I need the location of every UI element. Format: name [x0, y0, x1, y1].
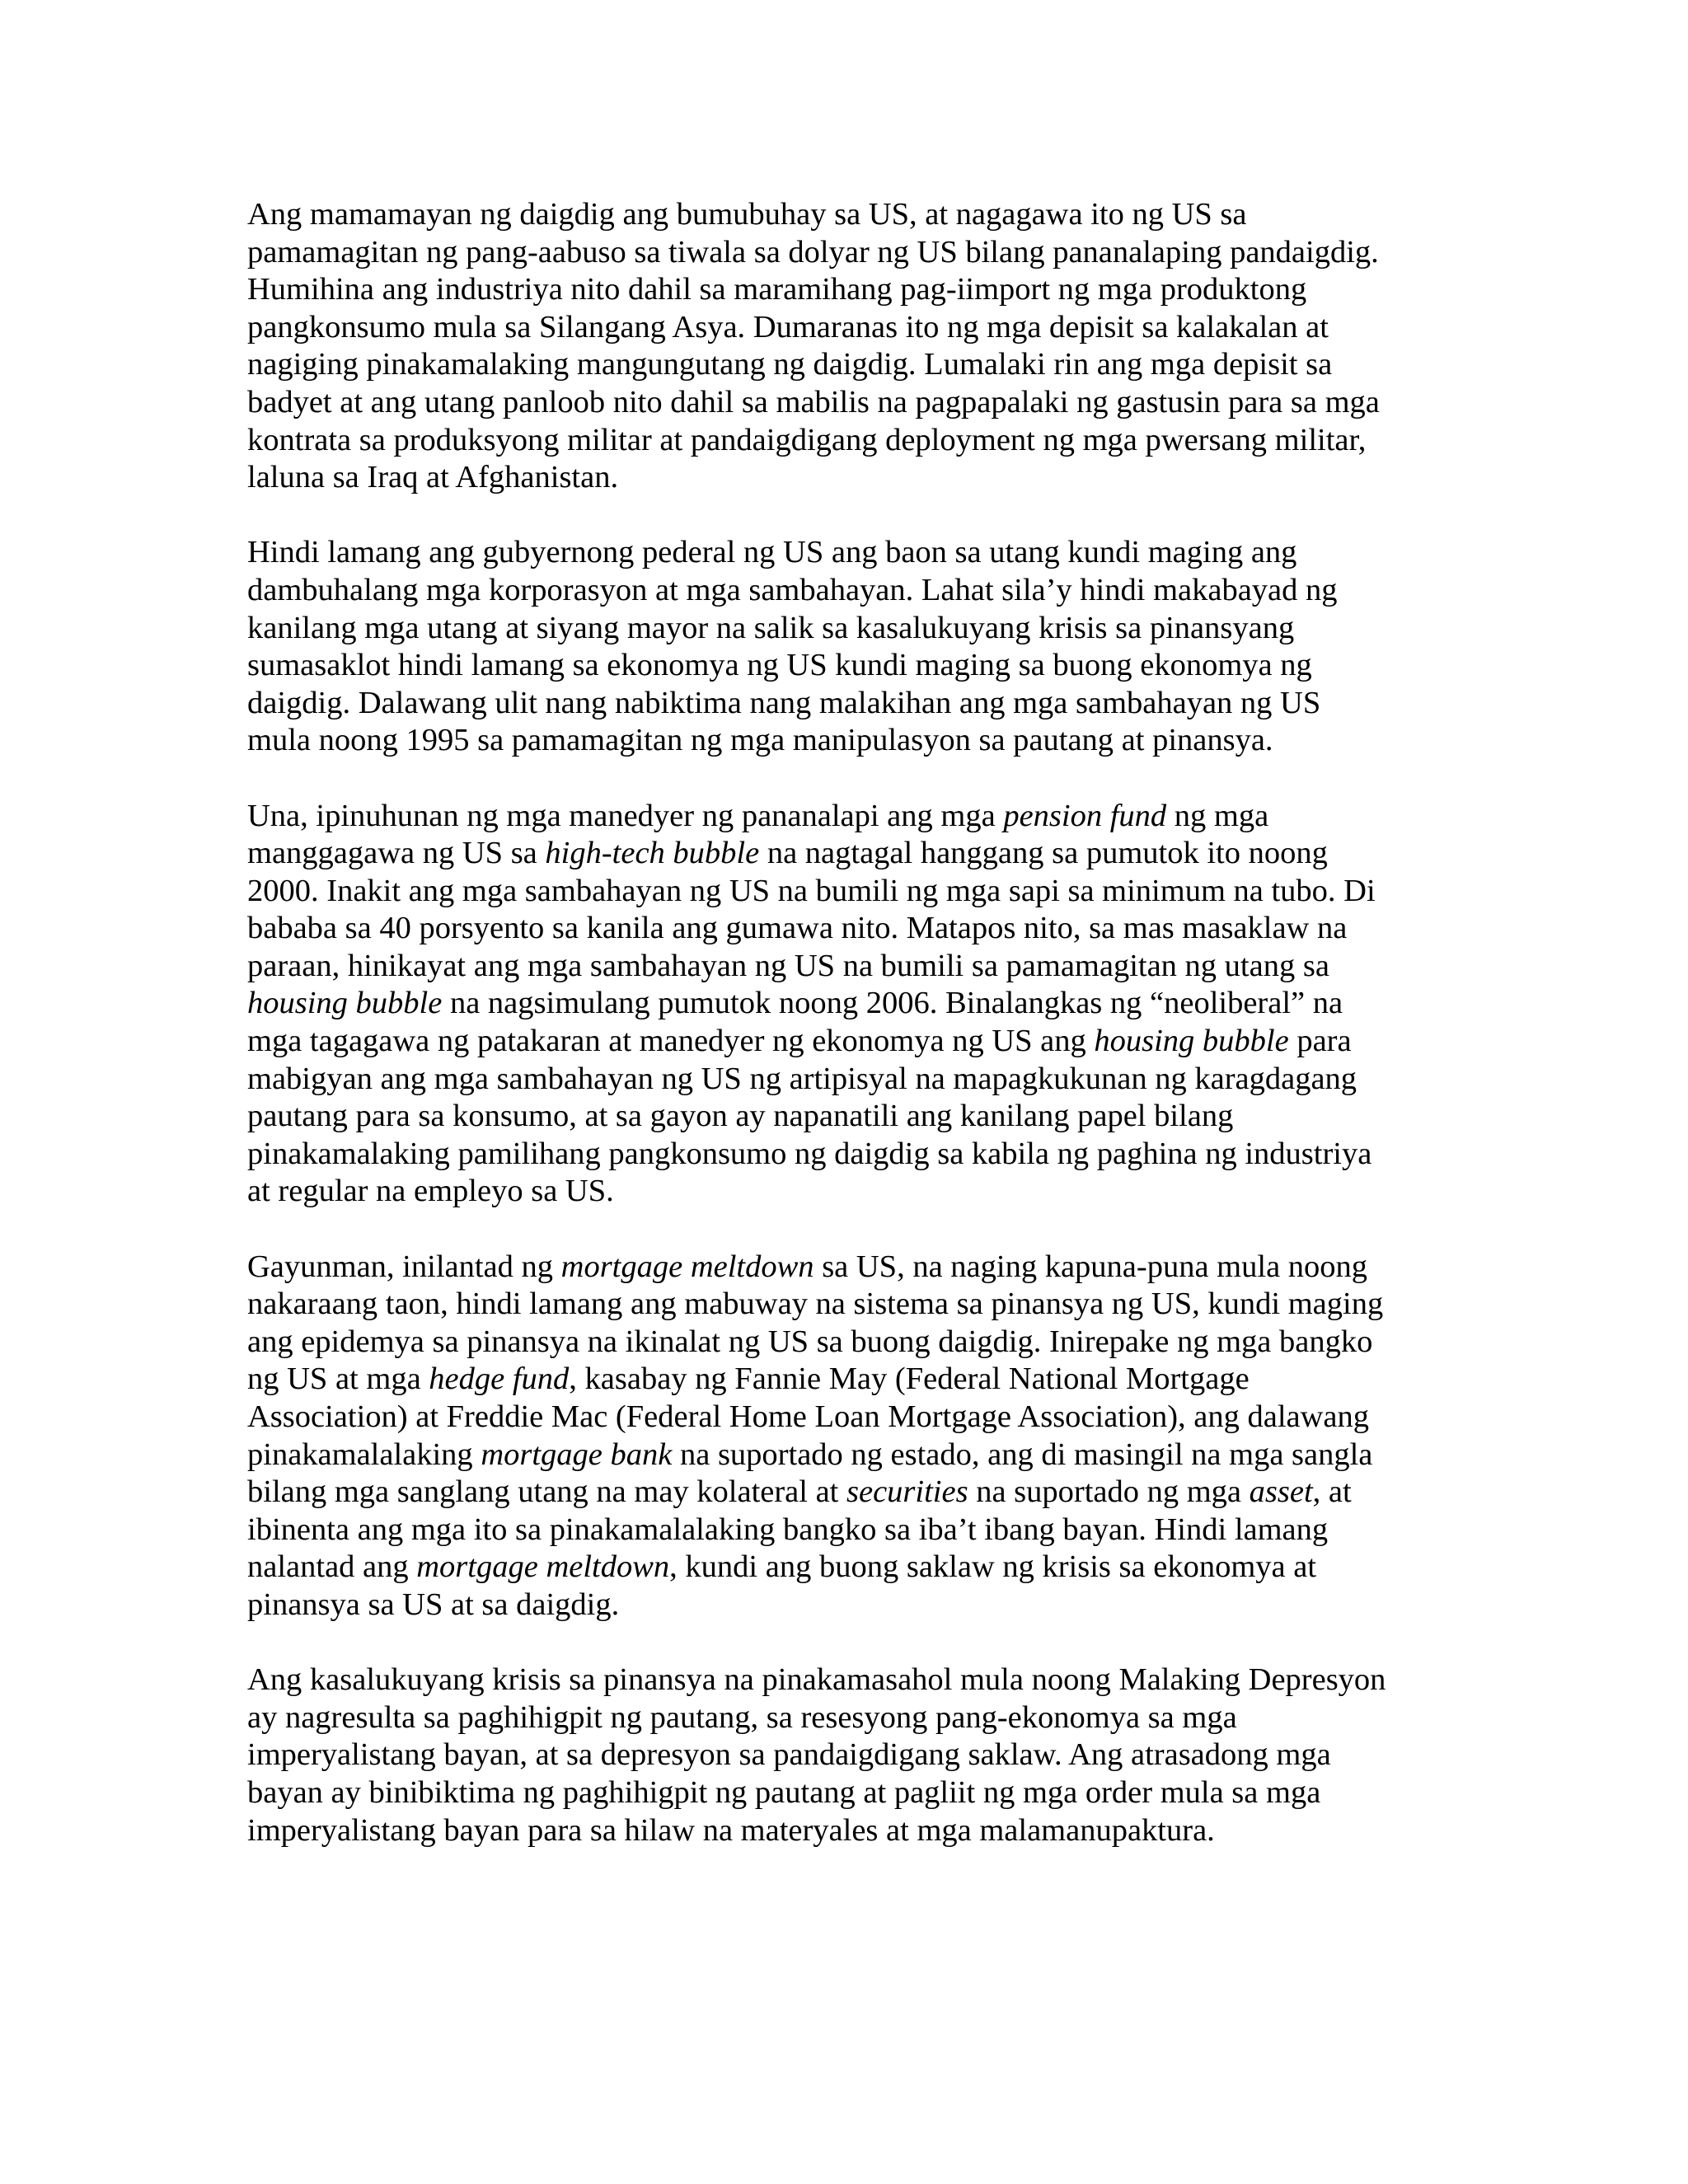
- text-line: [247, 1286, 1444, 1324]
- text-run: laluna sa Iraq at Afghanistan.: [247, 460, 619, 495]
- text-run: pinansya sa US at sa daigdig.: [247, 1586, 620, 1622]
- text-line: [247, 422, 1444, 460]
- text-run: badyet at ang utang panloob nito dahil sa mabilis na pagpapalaki ng gastusin para sa mga: [247, 384, 1380, 419]
- text-run: imperyalistang bayan para sa hilaw na materyales at mga malamanupaktura.: [247, 1812, 1215, 1848]
- text-line: [247, 572, 1444, 610]
- text-line: [247, 1511, 1444, 1549]
- text-run: dambuhalang mga korporasyon at mga sambahayan. Lahat sila’y hindi makabayad ng: [247, 572, 1338, 607]
- text-run: mga tagagawa ng patakaran at manedyer ng ekonomya ng US ang: [247, 1024, 1095, 1059]
- text-run: mula noong 1995 sa pamamagitan ng mga manipulasyon sa pautang at pinansya.: [247, 723, 1273, 758]
- text-line: [247, 1661, 1444, 1699]
- text-line: [247, 1812, 1444, 1850]
- italic-term: mortgage meltdown: [560, 1249, 814, 1284]
- text-line: [247, 610, 1444, 648]
- text-run: Humihina ang industriya nito dahil sa maramihang pag-iimport ng mga produktong: [247, 272, 1307, 307]
- text-run: pamamagitan ng pang-aabuso sa tiwala sa dolyar ng US bilang pananalaping pandaigdig.: [247, 234, 1379, 269]
- text-line: [247, 1361, 1444, 1399]
- text-line: [247, 1136, 1444, 1174]
- text-run: na suportado ng mga: [968, 1474, 1250, 1510]
- text-run: para: [1288, 1024, 1352, 1059]
- text-line: [247, 1436, 1444, 1474]
- paragraph: [247, 534, 1444, 760]
- text-run: paraan, hinikayat ang mga sambahayan ng US na bumili sa pamamagitan ng utang sa: [247, 948, 1329, 983]
- text-line: [247, 1023, 1444, 1061]
- text-line: [247, 835, 1444, 873]
- text-line: [247, 1061, 1444, 1099]
- text-line: [247, 1098, 1444, 1136]
- text-run: na suportado ng estado, ang di masingil na mga sangla: [672, 1436, 1373, 1472]
- text-line: [247, 798, 1444, 836]
- text-run: pinakamalaking pamilihang pangkonsumo ng daigdig sa kabila ng paghina ng industriya: [247, 1136, 1372, 1171]
- text-line: [247, 647, 1444, 685]
- text-run: na nagtagal hanggang sa pumutok ito noong: [759, 836, 1328, 871]
- italic-term: housing bubble: [1094, 1024, 1289, 1059]
- text-line: [247, 271, 1444, 309]
- text-run: , kasabay ng Fannie May (Federal National Mortgage: [569, 1361, 1250, 1397]
- italic-term: high-tech bubble: [545, 836, 760, 871]
- text-run: , kundi ang buong saklaw ng krisis sa ekonomya at: [669, 1549, 1317, 1585]
- text-line: [247, 1173, 1444, 1211]
- text-run: ng mga: [1166, 798, 1269, 833]
- text-run: kontrata sa produksyong militar at pandaigdigang deployment ng mga pwersang militar,: [247, 422, 1367, 457]
- text-line: [247, 873, 1444, 911]
- text-run: bayan ay binibiktima ng paghihigpit ng pautang at pagliit ng mga order mula sa mga: [247, 1774, 1321, 1810]
- text-line: [247, 1549, 1444, 1586]
- text-run: bababa sa 40 porsyento sa kanila ang gumawa nito. Matapos nito, sa mas masaklaw na: [247, 911, 1348, 946]
- text-line: [247, 384, 1444, 422]
- text-run: manggagawa ng US sa: [247, 836, 546, 871]
- text-line: [247, 1324, 1444, 1361]
- text-run: at regular na empleyo sa US.: [247, 1174, 614, 1209]
- text-run: , at: [1312, 1474, 1352, 1510]
- text-line: [247, 346, 1444, 384]
- text-run: pautang para sa konsumo, at sa gayon ay napanatili ang kanilang papel bilang: [247, 1099, 1234, 1134]
- italic-term: pension fund: [1003, 798, 1167, 833]
- text-run: Una, ipinuhunan ng mga manedyer ng pananalapi ang mga: [247, 798, 1004, 833]
- text-line: [247, 196, 1444, 234]
- text-run: nakaraang taon, hindi lamang ang mabuway na sistema sa pinansya ng US, kundi maging: [247, 1286, 1384, 1322]
- italic-term: mortgage meltdown: [416, 1549, 670, 1585]
- text-line: [247, 459, 1444, 497]
- text-run: na nagsimulang pumutok noong 2006. Binalangkas ng “neoliberal” na: [442, 986, 1343, 1021]
- text-line: [247, 534, 1444, 572]
- text-line: [247, 1699, 1444, 1737]
- text-run: Gayunman, inilantad ng: [247, 1249, 561, 1284]
- text-run: 2000. Inakit ang mga sambahayan ng US na bumili ng mga sapi sa minimum na tubo. Di: [247, 873, 1376, 908]
- paragraph: [247, 196, 1444, 497]
- text-run: bilang mga sanglang utang na may kolateral at: [247, 1474, 846, 1510]
- text-line: [247, 948, 1444, 986]
- text-run: ibinenta ang mga ito sa pinakamalalaking bangko sa iba’t ibang bayan. Hindi lamang: [247, 1511, 1329, 1547]
- text-line: [247, 910, 1444, 948]
- italic-term: asset: [1249, 1474, 1313, 1510]
- text-run: kanilang mga utang at siyang mayor na salik sa kasalukuyang krisis sa pinansyang: [247, 610, 1295, 645]
- text-line: [247, 1399, 1444, 1436]
- italic-term: housing bubble: [247, 986, 443, 1021]
- text-run: nalantad ang: [247, 1549, 417, 1585]
- text-run: sumasaklot hindi lamang sa ekonomya ng US kundi maging sa buong ekonomya ng: [247, 648, 1312, 683]
- italic-term: securities: [846, 1474, 968, 1510]
- text-run: pinakamalalaking: [247, 1436, 481, 1472]
- text-line: [247, 1586, 1444, 1624]
- italic-term: hedge fund: [429, 1361, 570, 1397]
- text-run: Association) at Freddie Mac (Federal Home Loan Mortgage Association), ang dalawang: [247, 1399, 1369, 1434]
- paragraph: [247, 1249, 1444, 1624]
- text-run: sa US, na naging kapuna-puna mula noong: [814, 1249, 1368, 1284]
- paragraph: [247, 798, 1444, 1212]
- text-run: ay nagresulta sa paghihigpit ng pautang, sa resesyong pang-ekonomya sa mga: [247, 1699, 1237, 1735]
- text-run: ng US at mga: [247, 1361, 429, 1397]
- text-run: nagiging pinakamalaking mangungutang ng daigdig. Lumalaki rin ang mga depisit sa: [247, 347, 1333, 382]
- text-line: [247, 985, 1444, 1023]
- text-run: Hindi lamang ang gubyernong pederal ng US ang baon sa utang kundi maging ang: [247, 535, 1297, 570]
- paragraph: [247, 1661, 1444, 1849]
- text-line: [247, 1774, 1444, 1812]
- text-line: [247, 1474, 1444, 1511]
- text-run: Ang mamamayan ng daigdig ang bumubuhay sa US, at nagagawa ito ng US sa: [247, 197, 1247, 232]
- text-run: imperyalistang bayan, at sa depresyon sa pandaigdigang saklaw. Ang atrasadong mga: [247, 1737, 1331, 1773]
- text-line: [247, 1249, 1444, 1286]
- text-line: [247, 722, 1444, 760]
- text-line: [247, 234, 1444, 272]
- text-run: daigdig. Dalawang ulit nang nabiktima nang malakihan ang mga sambahayan ng US: [247, 685, 1321, 720]
- document-page: [247, 196, 1444, 1887]
- text-run: ang epidemya sa pinansya na ikinalat ng US sa buong daigdig. Inirepake ng mga bangko: [247, 1324, 1373, 1359]
- italic-term: mortgage bank: [481, 1436, 673, 1472]
- text-run: Ang kasalukuyang krisis sa pinansya na pinakamasahol mula noong Malaking Depresyon: [247, 1662, 1386, 1698]
- text-line: [247, 309, 1444, 347]
- text-line: [247, 1736, 1444, 1774]
- text-run: pangkonsumo mula sa Silangang Asya. Dumaranas ito ng mga depisit sa kalakalan at: [247, 309, 1329, 344]
- text-run: mabigyan ang mga sambahayan ng US ng artipisyal na mapagkukunan ng karagdagang: [247, 1061, 1357, 1096]
- text-line: [247, 685, 1444, 723]
